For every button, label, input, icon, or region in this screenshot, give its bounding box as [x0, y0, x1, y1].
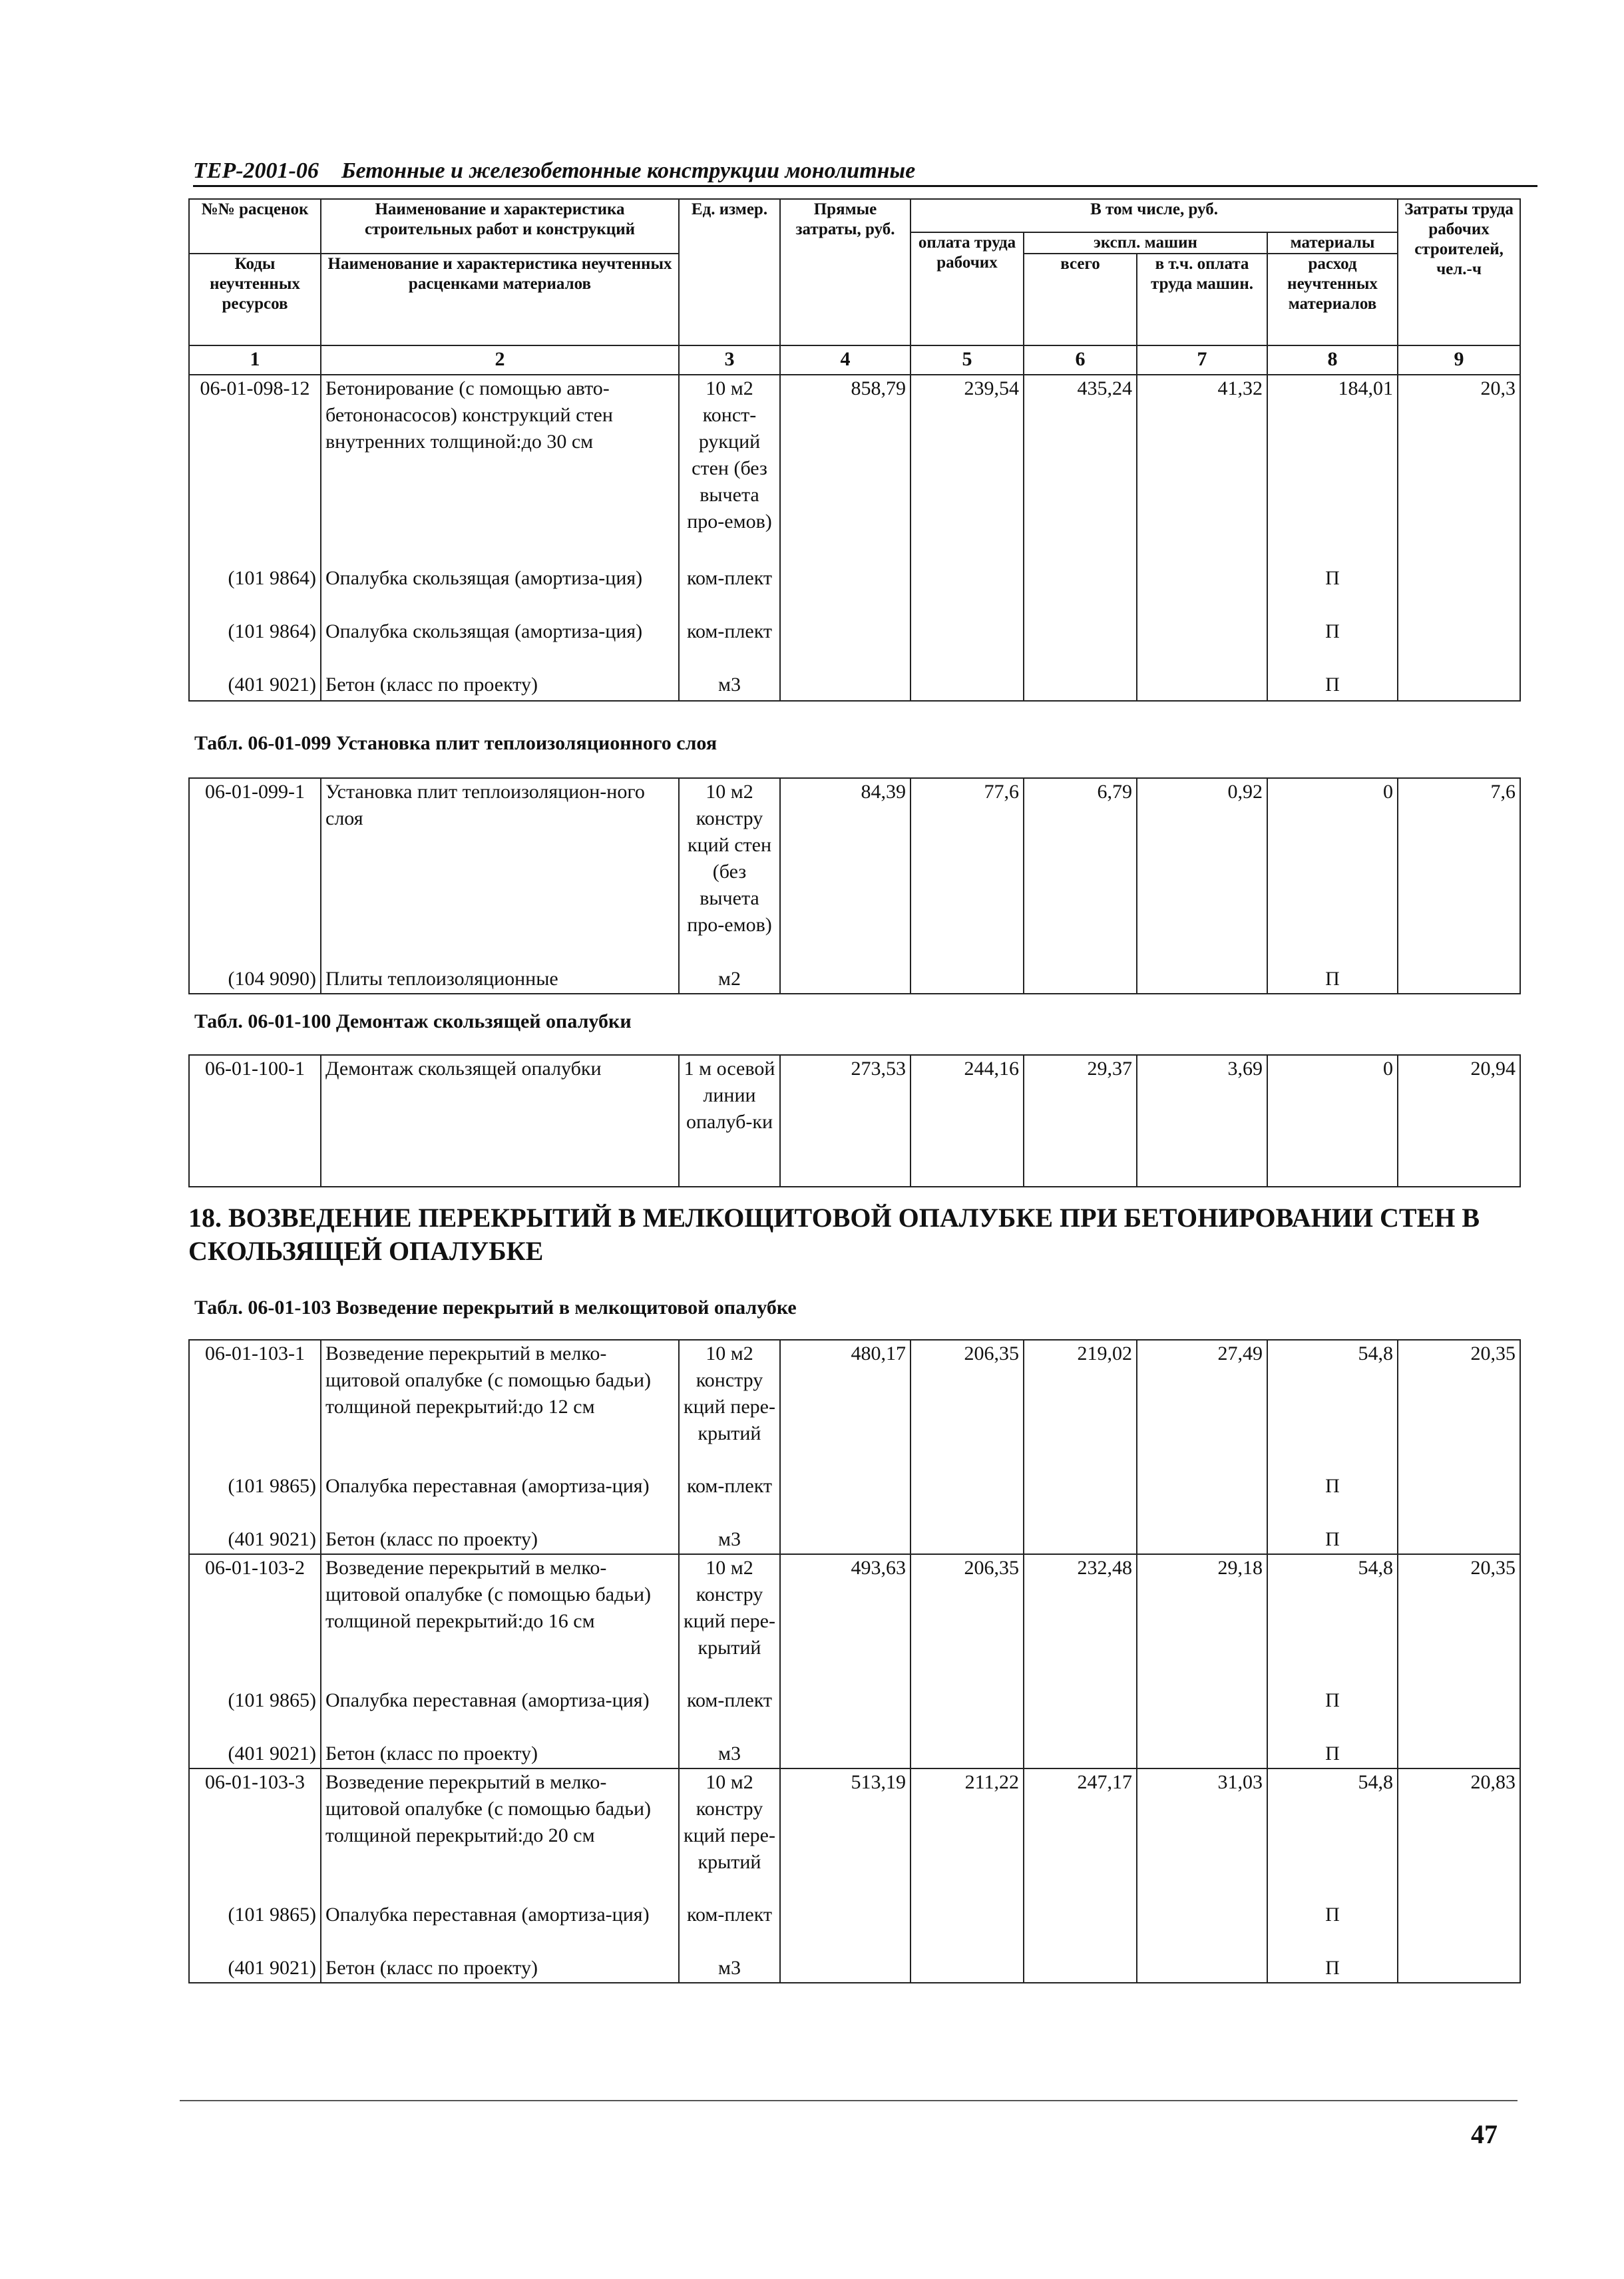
machine-wages: 41,32 [1137, 375, 1267, 565]
materials: 54,8 [1267, 1768, 1398, 1902]
table-row [189, 1055, 1520, 1187]
rates-table-098 [188, 198, 1521, 702]
machines-total: 435,24 [1024, 375, 1137, 565]
resource-unit: м3 [679, 1955, 780, 1983]
col-number: 1 [189, 345, 321, 375]
resource-unit: ком-плект [679, 1687, 780, 1741]
resource-unit: ком-плект [679, 1473, 780, 1526]
hdr-machines-total: всего [1024, 254, 1137, 345]
machines-total: 232,48 [1024, 1554, 1137, 1687]
labor: 20,35 [1398, 1340, 1520, 1473]
table-row [189, 778, 1520, 966]
hdr-machines: экспл. машин [1024, 232, 1267, 254]
materials: 0 [1267, 1055, 1398, 1187]
resource-code: (401 9021) [189, 672, 321, 701]
rate-code: 06-01-103-2 [189, 1554, 321, 1687]
col-number: 3 [679, 345, 780, 375]
labor: 20,83 [1398, 1768, 1520, 1902]
rate-code: 06-01-100-1 [189, 1055, 321, 1187]
table-row [189, 565, 1520, 618]
table-row [189, 618, 1520, 672]
labor: 20,35 [1398, 1554, 1520, 1687]
rate-code: 06-01-103-3 [189, 1768, 321, 1902]
resource-code: (401 9021) [189, 1741, 321, 1768]
wages: 244,16 [911, 1055, 1024, 1187]
resource-mark: П [1267, 1955, 1398, 1983]
table-row [189, 1526, 1520, 1554]
resource-mark: П [1267, 565, 1398, 618]
hdr-machine-wages: в т.ч. оплата труда машин. [1137, 254, 1267, 345]
unit: 10 м2 конст-рукций стен (без вычета про-емов) [679, 375, 780, 565]
resource-mark: П [1267, 1687, 1398, 1741]
direct-costs: 858,79 [780, 375, 911, 565]
machine-wages: 29,18 [1137, 1554, 1267, 1687]
col-number: 9 [1398, 345, 1520, 375]
labor: 20,94 [1398, 1055, 1520, 1187]
table-row [189, 1955, 1520, 1983]
machines-total: 247,17 [1024, 1768, 1137, 1902]
table-row [189, 1768, 1520, 1902]
resource-mark: П [1267, 1902, 1398, 1955]
resource-unit: ком-плект [679, 565, 780, 618]
direct-costs: 273,53 [780, 1055, 911, 1187]
resource-code: (101 9865) [189, 1687, 321, 1741]
wages: 211,22 [911, 1768, 1024, 1902]
table-row [189, 375, 1520, 565]
page-number: 47 [1471, 2119, 1498, 2149]
resource-mark: П [1267, 618, 1398, 672]
table-row [189, 1554, 1520, 1687]
rates-table-100 [188, 1054, 1521, 1187]
hdr-materials: материалы [1267, 232, 1398, 254]
wages: 77,6 [911, 778, 1024, 966]
resource-mark: П [1267, 1741, 1398, 1768]
hdr-labor: Затраты труда рабочих строителей, чел.-ч [1398, 199, 1520, 345]
resource-code: (104 9090) [189, 966, 321, 994]
hdr-including: В том числе, руб. [911, 199, 1398, 232]
materials: 54,8 [1267, 1554, 1398, 1687]
work-name: Возведение перекрытий в мелко-щитовой опалубке (с помощью бадьи) толщиной перекрытий:до 12 см [321, 1340, 679, 1473]
doc-code: ТЕР-2001-06 [193, 158, 319, 183]
work-name: Возведение перекрытий в мелко-щитовой опалубке (с помощью бадьи) толщиной перекрытий:до 20 см [321, 1768, 679, 1902]
hdr-unit: Ед. измер. [679, 199, 780, 345]
col-number: 5 [911, 345, 1024, 375]
hdr-material-name: Наименование и характеристика неучтенных расценками материалов [321, 254, 679, 345]
wages: 206,35 [911, 1554, 1024, 1687]
resource-unit: м2 [679, 966, 780, 994]
hdr-work-name: Наименование и характеристика строительных работ и конструкций [321, 199, 679, 254]
hdr-material-use: расход неучтенных материалов [1267, 254, 1398, 345]
table-row [189, 1741, 1520, 1768]
work-name: Установка плит теплоизоляцион-ного слоя [321, 778, 679, 966]
unit: 1 м осевой линии опалуб-ки [679, 1055, 780, 1187]
hdr-rate-number: №№ расценок [189, 199, 321, 254]
resource-unit: м3 [679, 672, 780, 701]
table-row [189, 1687, 1520, 1741]
machines-total: 29,37 [1024, 1055, 1137, 1187]
resource-name: Опалубка переставная (амортиза-ция) [321, 1687, 679, 1741]
resource-name: Опалубка переставная (амортиза-ция) [321, 1902, 679, 1955]
resource-name: Бетон (класс по проекту) [321, 672, 679, 701]
wages: 206,35 [911, 1340, 1024, 1473]
table-caption-103: Табл. 06-01-103 Возведение перекрытий в мелкощитовой опалубке [194, 1297, 797, 1319]
hdr-direct-costs: Прямые затраты, руб. [780, 199, 911, 345]
machine-wages: 3,69 [1137, 1055, 1267, 1187]
resource-mark: П [1267, 672, 1398, 701]
direct-costs: 493,63 [780, 1554, 911, 1687]
materials: 184,01 [1267, 375, 1398, 565]
unit: 10 м2 констру кций пере-крытий [679, 1554, 780, 1687]
table-row [189, 1340, 1520, 1473]
resource-name: Опалубка переставная (амортиза-ция) [321, 1473, 679, 1526]
resource-name: Бетон (класс по проекту) [321, 1526, 679, 1554]
resource-code: (101 9864) [189, 618, 321, 672]
resource-name: Опалубка скользящая (амортиза-ция) [321, 565, 679, 618]
resource-unit: м3 [679, 1526, 780, 1554]
machine-wages: 27,49 [1137, 1340, 1267, 1473]
table-caption-099: Табл. 06-01-099 Установка плит теплоизоляционного слоя [194, 732, 717, 754]
col-number: 2 [321, 345, 679, 375]
resource-name: Бетон (класс по проекту) [321, 1741, 679, 1768]
resource-unit: ком-плект [679, 618, 780, 672]
materials: 54,8 [1267, 1340, 1398, 1473]
work-name: Бетонирование (с помощью авто-бетононасосов) конструкций стен внутренних толщиной:до 30 см [321, 375, 679, 565]
table-row [189, 966, 1520, 994]
resource-mark: П [1267, 1526, 1398, 1554]
work-name: Демонтаж скользящей опалубки [321, 1055, 679, 1187]
resource-name: Бетон (класс по проекту) [321, 1955, 679, 1983]
wages: 239,54 [911, 375, 1024, 565]
rate-code: 06-01-098-12 [189, 375, 321, 565]
labor: 20,3 [1398, 375, 1520, 565]
labor: 7,6 [1398, 778, 1520, 966]
unit: 10 м2 констру кций пере-крытий [679, 1768, 780, 1902]
running-header [193, 158, 1537, 187]
resource-code: (401 9021) [189, 1526, 321, 1554]
rates-table-099 [188, 777, 1521, 994]
resource-unit: м3 [679, 1741, 780, 1768]
rate-code: 06-01-103-1 [189, 1340, 321, 1473]
materials: 0 [1267, 778, 1398, 966]
resource-code: (101 9865) [189, 1902, 321, 1955]
col-number: 6 [1024, 345, 1137, 375]
machine-wages: 31,03 [1137, 1768, 1267, 1902]
table-row [189, 672, 1520, 701]
table-caption-100: Табл. 06-01-100 Демонтаж скользящей опалубки [194, 1010, 632, 1032]
hdr-wages: оплата труда рабочих [911, 232, 1024, 345]
rates-table-103 [188, 1339, 1521, 1983]
col-number: 7 [1137, 345, 1267, 375]
doc-title: Бетонные и железобетонные конструкции монолитные [341, 158, 916, 183]
unit: 10 м2 констру кций пере-крытий [679, 1340, 780, 1473]
unit: 10 м2 констру кций стен (без вычета про-емов) [679, 778, 780, 966]
hdr-resource-code: Коды неучтенных ресурсов [189, 254, 321, 345]
resource-name: Плиты теплоизоляционные [321, 966, 679, 994]
direct-costs: 513,19 [780, 1768, 911, 1902]
machines-total: 6,79 [1024, 778, 1137, 966]
table-row [189, 1473, 1520, 1526]
resource-unit: ком-плект [679, 1902, 780, 1955]
resource-mark: П [1267, 1473, 1398, 1526]
machine-wages: 0,92 [1137, 778, 1267, 966]
col-number: 4 [780, 345, 911, 375]
table-row [189, 1902, 1520, 1955]
work-name: Возведение перекрытий в мелко-щитовой опалубке (с помощью бадьи) толщиной перекрытий:до 16 см [321, 1554, 679, 1687]
direct-costs: 84,39 [780, 778, 911, 966]
footer-rule [180, 2100, 1518, 2101]
col-number: 8 [1267, 345, 1398, 375]
machines-total: 219,02 [1024, 1340, 1137, 1473]
resource-code: (101 9864) [189, 565, 321, 618]
direct-costs: 480,17 [780, 1340, 911, 1473]
rate-code: 06-01-099-1 [189, 778, 321, 966]
resource-code: (401 9021) [189, 1955, 321, 1983]
resource-code: (101 9865) [189, 1473, 321, 1526]
section-title: 18. ВОЗВЕДЕНИЕ ПЕРЕКРЫТИЙ В МЕЛКОЩИТОВОЙ ОПАЛУБКЕ ПРИ БЕТОНИРОВАНИИ СТЕН В СКОЛЬЗЯЩЕЙ ОПАЛУБКЕ [188, 1203, 1480, 1266]
resource-name: Опалубка скользящая (амортиза-ция) [321, 618, 679, 672]
resource-mark: П [1267, 966, 1398, 994]
